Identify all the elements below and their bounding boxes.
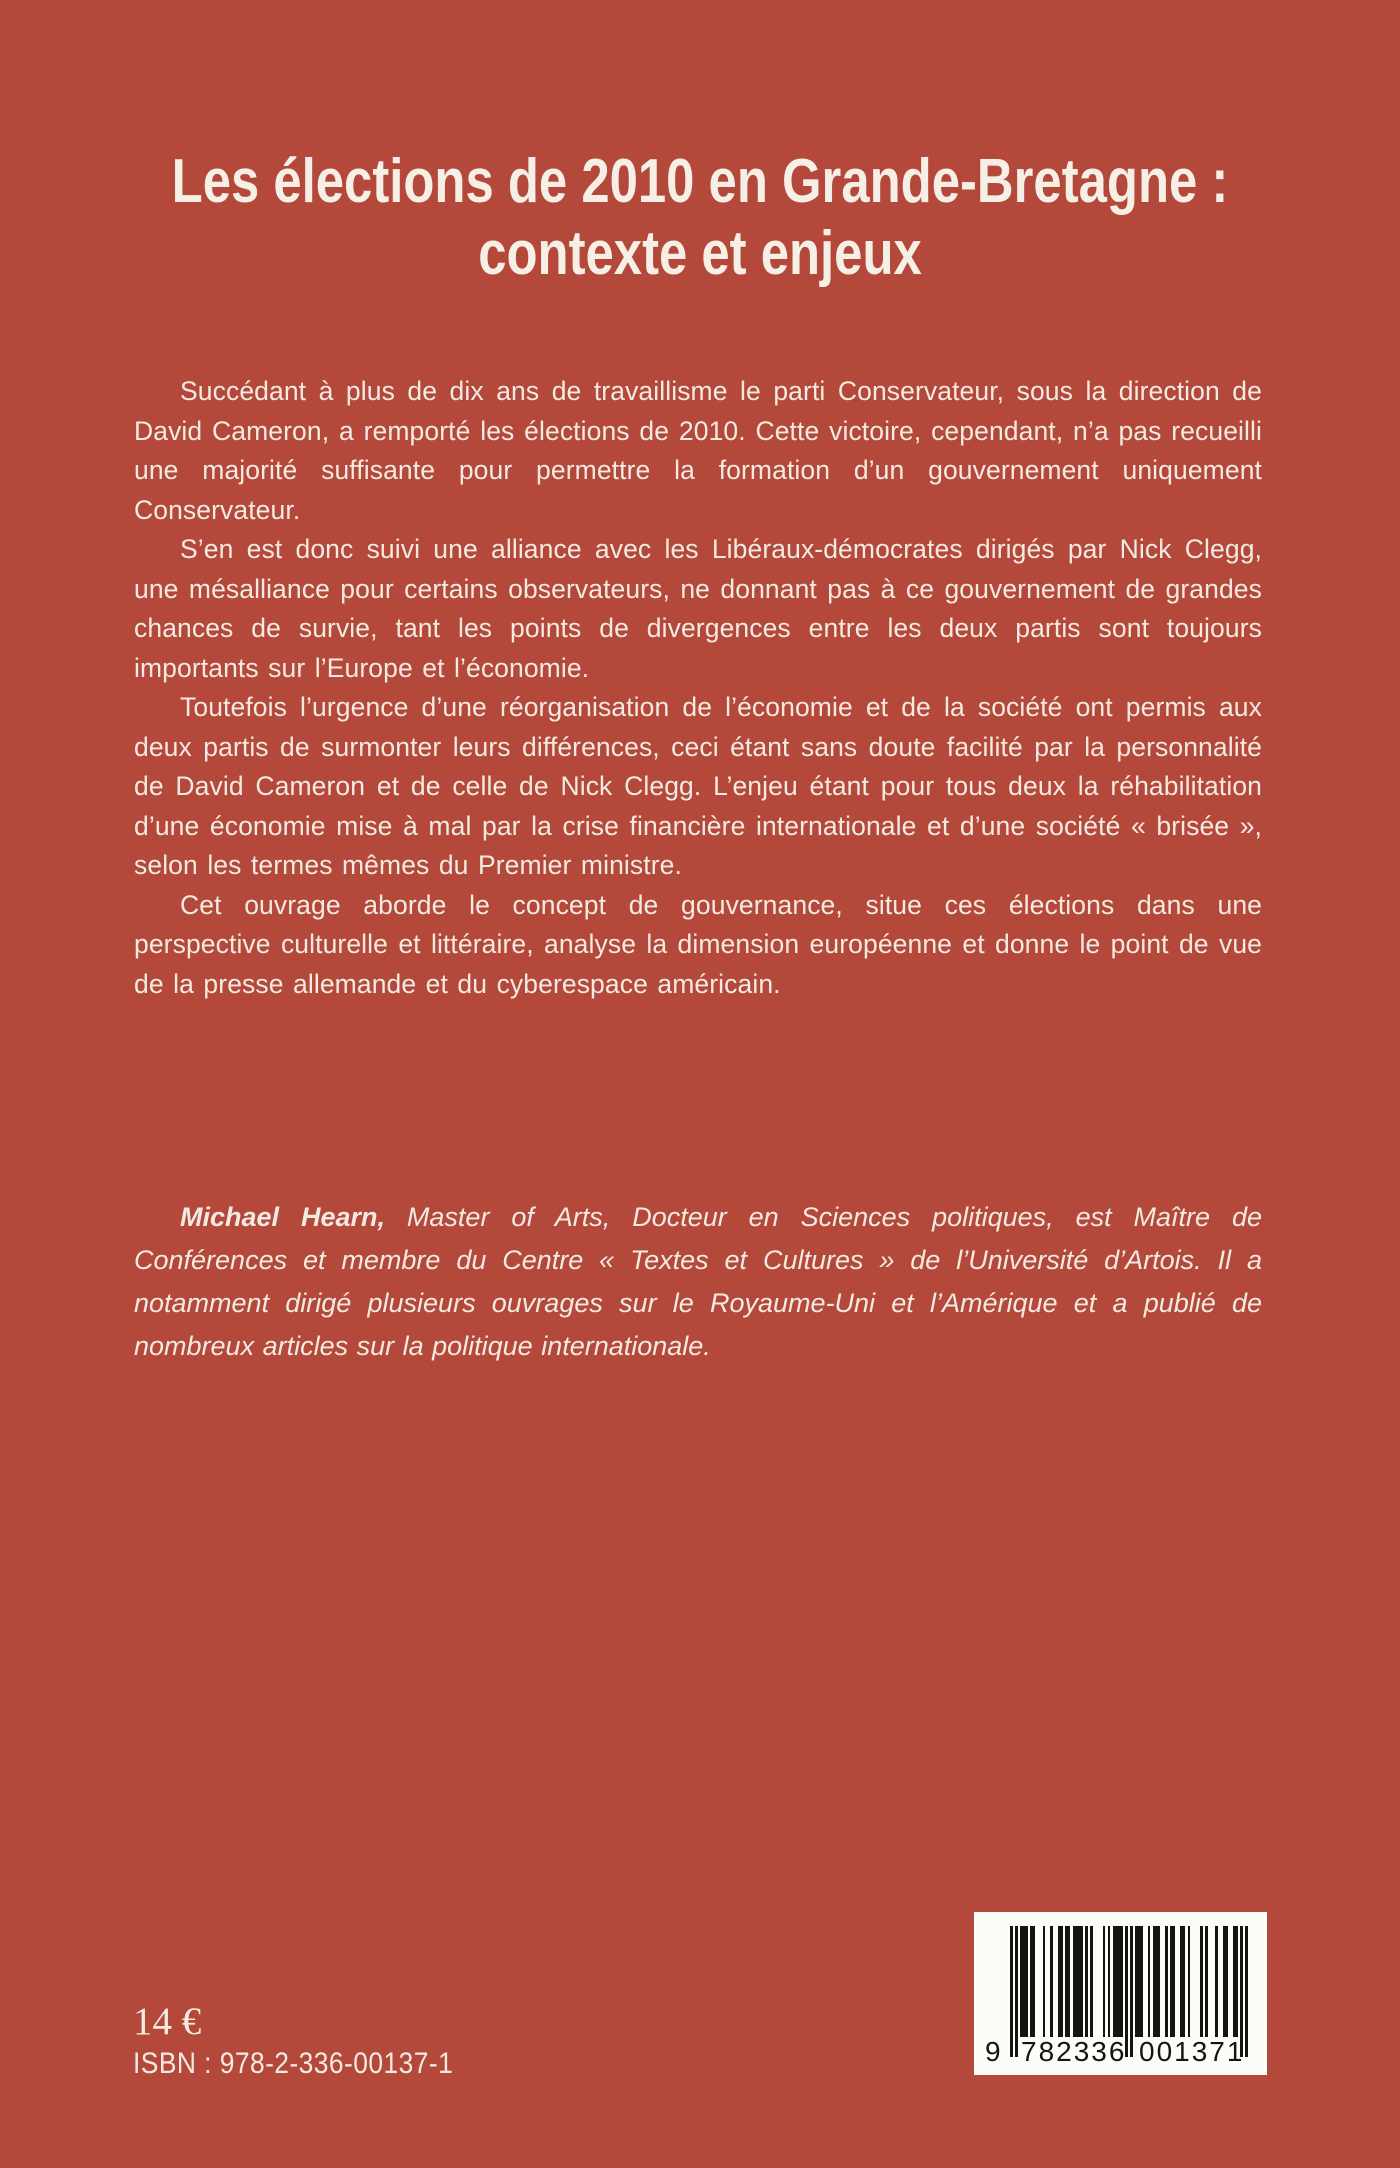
author-bio [134,1196,1262,1368]
barcode-digit-group-3: 001371 [1139,2036,1245,2067]
synopsis-paragraph-1: Succédant à plus de dix ans de travaillisme le parti Conservateur, sous la direction de David Cameron, a remporté les élections de 2010. Cette victoire, cependant, n’a pas recueilli une majorité suffisante pour permettre la formation d’un gouvernement uniquement Conservateur. [134,376,1262,525]
page-title [126,146,1274,290]
ean13-barcode [974,1912,1267,2075]
synopsis-paragraph-3: Toutefois l’urgence d’une réorganisation de l’économie et de la société ont permis aux deux partis de surmonter leurs différences, ceci étant sans doute facilité par la personnalité de David Cameron et de celle de Nick Clegg. L’enjeu étant pour tous deux la réhabilitation d’une économie mise à mal par la crise financière internationale et d’une société « brisée », selon les termes mêmes du Premier ministre. [134,692,1262,880]
synopsis-paragraph-2: S’en est donc suivi une alliance avec les Libéraux-démocrates dirigés par Nick Clegg, une mésalliance pour certains observateurs, ne donnant pas à ce gouvernement de grandes chances de survie, tant les points de divergences entre les deux partis sont toujours importants sur l’Europe et l’économie. [134,534,1262,683]
isbn: ISBN : 978-2-336-00137-1 [133,2047,454,2080]
barcode-digits [974,2035,1267,2075]
synopsis [134,372,1262,1004]
barcode-digit-group-2: 782336 [1021,2036,1127,2067]
synopsis-paragraph-4: Cet ouvrage aborde le concept de gouvernance, situe ces élections dans une perspective culturelle et littéraire, analyse la dimension européenne et donne le point de vue de la presse allemande et du cyberespace américain. [134,889,1262,999]
barcode-digit-group-1: 9 [985,2036,1001,2067]
author-name: Michael Hearn, [180,1202,385,1232]
price: 14 € [133,2000,202,2043]
page-title-line-2: contexte et enjeux [478,219,922,288]
page-title-line-1: Les élections de 2010 en Grande-Bretagne : [171,147,1229,216]
author-bio-text: Master of Arts, Docteur en Sciences politiques, est Maître de Conférences et membre du Centre « Textes et Cultures » de l’Université d’Artois. Il a notamment dirigé plusieurs ouvrages sur le Royaume-Uni et l’Amérique et a publié de nombreux articles sur la politique internationale. [134,1202,1262,1361]
